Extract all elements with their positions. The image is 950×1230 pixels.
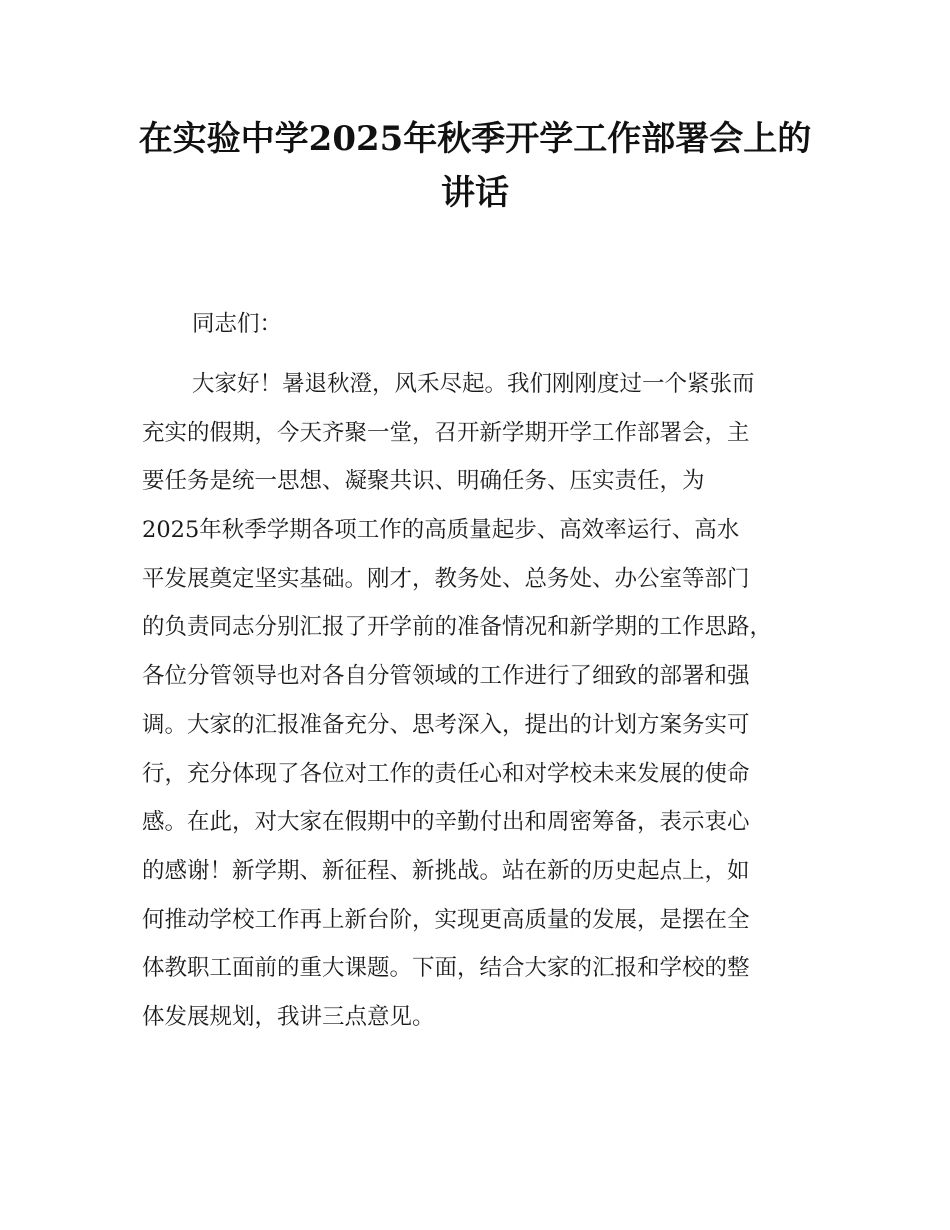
paragraph-line-13: 体教职工面前的重大课题。下面，结合大家的汇报和学校的整 — [142, 955, 750, 982]
paragraph-line-14: 体发展规划，我讲三点意见。 — [142, 1003, 435, 1030]
document-title — [100, 112, 850, 220]
title-line-2: 讲话 — [441, 173, 509, 213]
paragraph-line-7: 各位分管领导也对各自分管领域的工作进行了细致的部署和强 — [142, 663, 750, 690]
paragraph-line-1: 大家好！暑退秋澄，风禾尽起。我们刚刚度过一个紧张而 — [192, 371, 755, 397]
paragraph-line-6: 的负责同志分别汇报了开学前的准备情况和新学期的工作思路， — [142, 614, 773, 641]
body-paragraph — [142, 360, 822, 1042]
paragraph-line-12: 何推动学校工作再上新台阶，实现更高质量的发展，是摆在全 — [142, 906, 750, 933]
paragraph-line-8: 调。大家的汇报准备充分、思考深入，提出的计划方案务实可 — [142, 711, 750, 738]
paragraph-line-4: 2025年秋季学期各项工作的高质量起步、高效率运行、高水 — [142, 517, 740, 544]
paragraph-line-11: 的感谢！新学期、新征程、新挑战。站在新的历史起点上，如 — [142, 857, 750, 884]
title-line-1: 在实验中学2025年秋季开学工作部署会上的 — [138, 119, 812, 159]
paragraph-line-9: 行，充分体现了各位对工作的责任心和对学校未来发展的使命 — [142, 760, 750, 787]
paragraph-line-2: 充实的假期，今天齐聚一堂，召开新学期开学工作部署会，主 — [142, 419, 750, 446]
paragraph-line-10: 感。在此，对大家在假期中的辛勤付出和周密筹备，表示衷心 — [142, 809, 750, 836]
paragraph-line-5: 平发展奠定坚实基础。刚才，教务处、总务处、办公室等部门 — [142, 565, 750, 592]
paragraph-line-3: 要任务是统一思想、凝聚共识、明确任务、压实责任，为 — [142, 468, 705, 495]
document-body — [142, 300, 822, 1042]
salutation: 同志们： — [192, 311, 283, 337]
